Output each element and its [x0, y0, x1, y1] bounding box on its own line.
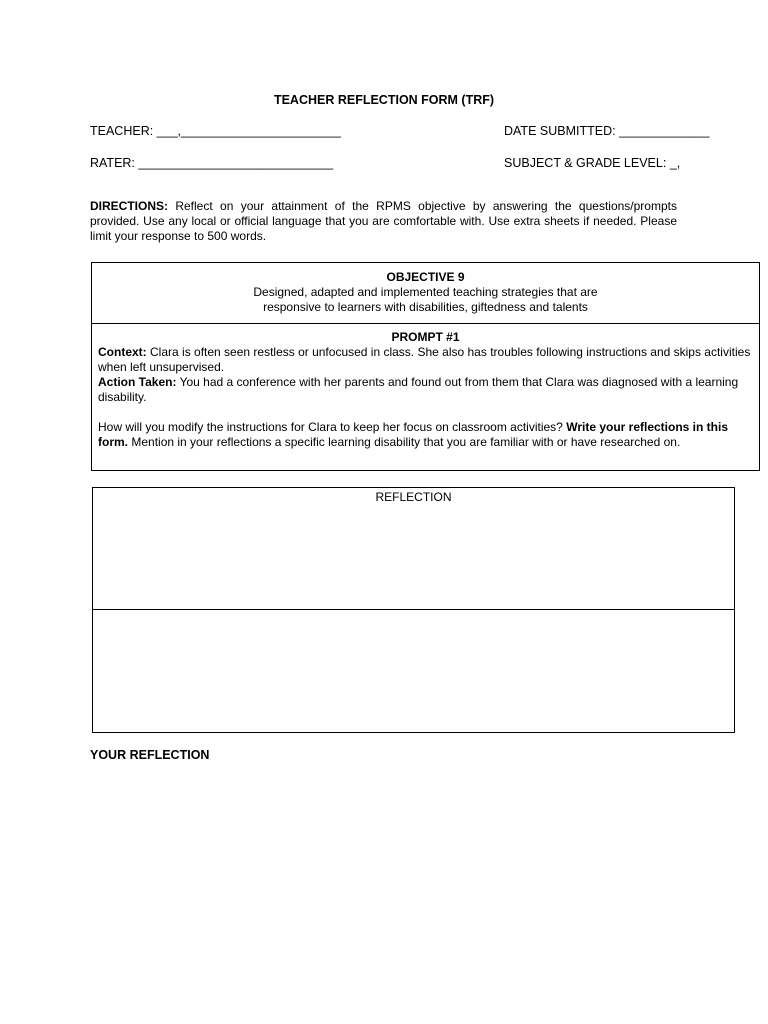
date-submitted-value[interactable]: _____________ — [619, 124, 710, 138]
subject-grade-value[interactable]: _, — [669, 156, 681, 170]
teacher-value[interactable]: ___,_______________________ — [156, 124, 341, 138]
prompt-section — [92, 324, 759, 450]
context-label: Context: — [98, 345, 147, 359]
reflection-table — [92, 487, 735, 733]
directions-text: Reflect on your attainment of the RPMS objective by answering the questions/prompts provided. Use any local or official language that you are comfortable with. Use extra sheets if needed. Please limit your response to 500 words. — [90, 199, 677, 243]
context-text: Clara is often seen restless or unfocused in class. She also has troubles following instructions and skips activities when left unsupervised. — [98, 345, 751, 374]
directions-paragraph — [90, 199, 677, 244]
teacher-field[interactable] — [90, 124, 341, 138]
objective-line-2: responsive to learners with disabilities, giftedness and talents — [263, 300, 588, 314]
subject-grade-label: SUBJECT & GRADE LEVEL: — [504, 156, 667, 170]
question-tail: Mention in your reflections a specific learning disability that you are familiar with or have researched on. — [131, 435, 681, 449]
objective-title: OBJECTIVE 9 — [386, 270, 465, 284]
action-taken-label: Action Taken: — [98, 375, 177, 389]
prompt-question — [98, 420, 753, 450]
reflection-header: REFLECTION — [375, 490, 452, 504]
subject-grade-field[interactable] — [504, 156, 680, 170]
page-title: TEACHER REFLECTION FORM (TRF) — [273, 93, 495, 107]
objective-section — [92, 263, 759, 324]
objective-line-1: Designed, adapted and implemented teaching strategies that are — [253, 285, 598, 299]
teacher-label: TEACHER: — [90, 124, 154, 138]
reflection-answer-cell[interactable] — [93, 610, 734, 732]
question-bold: Write your reflections in this form. — [98, 420, 729, 449]
prompt-context — [98, 345, 753, 375]
date-submitted-field[interactable] — [504, 124, 709, 138]
rater-field[interactable] — [90, 156, 333, 170]
rater-value[interactable]: ____________________________ — [138, 156, 334, 170]
objective-prompt-table — [91, 262, 760, 471]
action-taken-text: You had a conference with her parents and found out from them that Clara was diagnosed with a learning disability. — [98, 375, 739, 404]
rater-label: RATER: — [90, 156, 135, 170]
date-submitted-label: DATE SUBMITTED: — [504, 124, 616, 138]
prompt-action-taken — [98, 375, 753, 405]
reflection-header-cell — [93, 488, 734, 610]
directions-label: DIRECTIONS: — [90, 199, 168, 213]
your-reflection-heading: YOUR REFLECTION — [90, 748, 210, 762]
prompt-title: PROMPT #1 — [391, 330, 460, 344]
question-text: How will you modify the instructions for Clara to keep her focus on classroom activities? — [98, 420, 563, 434]
